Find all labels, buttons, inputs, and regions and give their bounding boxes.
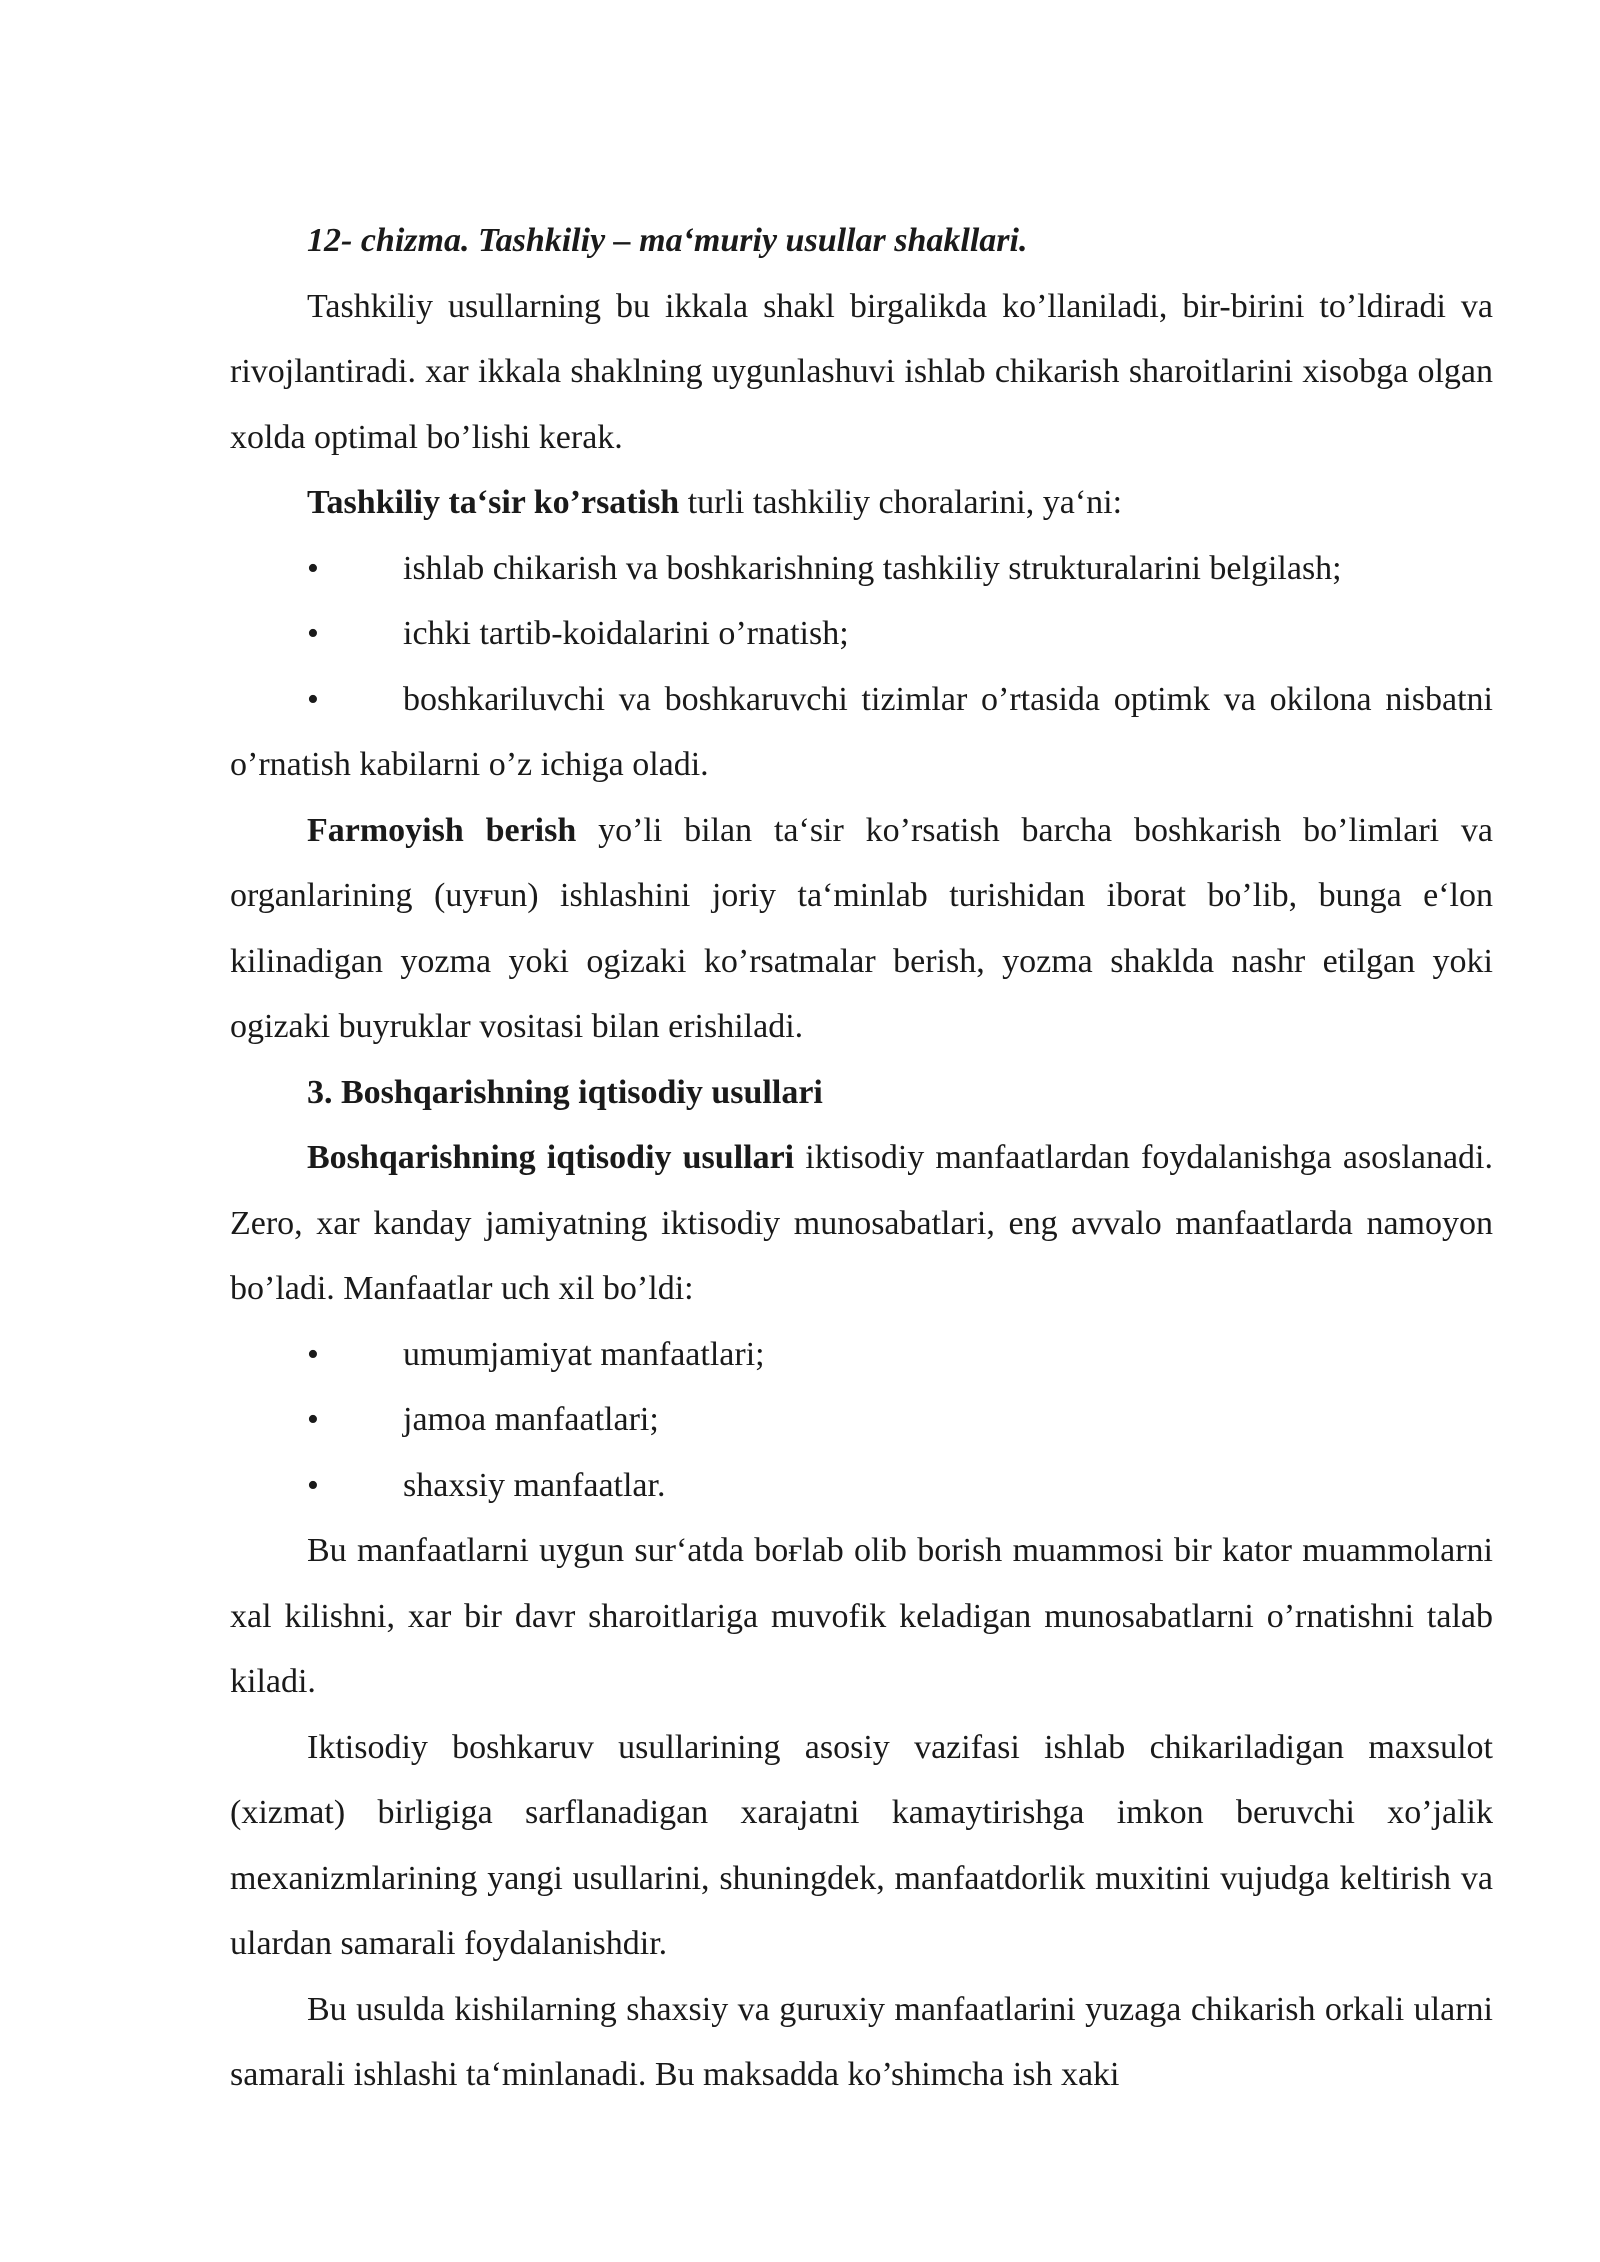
bullet-icon: • [307, 615, 319, 652]
paragraph [230, 470, 1493, 536]
list-item [230, 601, 1493, 667]
paragraph: Iktisodiy boshkaruv usullarining asosiy vazifasi ishlab chikariladigan maxsulot (xizmat) birligiga sarflanadigan xarajatni kamaytirishga imkon beruvchi xo’jalik mexanizmlarining yangi usullarini, shuningdek, manfaatdorlik muxitini vujudga keltirish va ulardan samarali foydalanishdir. [230, 1728, 1493, 1962]
list-item-text: jamoa manfaatlari; [403, 1401, 659, 1438]
list-item-text: shaxsiy manfaatlar. [403, 1466, 666, 1504]
list-item [230, 1453, 1493, 1519]
paragraph [230, 1125, 1493, 1322]
bullet-icon: • [307, 1335, 319, 1373]
paragraph-text: turli tashkiliy choralarini, ya‘ni: [679, 484, 1123, 521]
paragraph-text: yo’li bilan ta‘sir ko’rsatish barcha boshkarish bo’limlari va organlarining (uyғun) ishlashini joriy ta‘minlab turishidan iborat bo’lib, bunga e‘lon kilinadigan yozma yoki ogizaki ko’rsatmalar berish, yozma shaklda nashr etilgan yoki ogizaki buyruklar vositasi bilan erishiladi. [230, 811, 1494, 1045]
bold-term: Tashkiliy ta‘sir ko’rsatish [307, 484, 680, 521]
bullet-icon: • [307, 680, 319, 718]
list-item-text: boshkariluvchi va boshkaruvchi tizimlar o’rtasida optimk va okilona nisbatni o’rnatish kabilarni o’z ichiga oladi. [230, 680, 1493, 783]
list-item [230, 1322, 1493, 1388]
paragraph [230, 798, 1493, 1060]
bullet-icon: • [307, 549, 319, 587]
bullet-icon: • [307, 1401, 319, 1438]
list-item-text: ishlab chikarish va boshkarishning tashkiliy strukturalarini belgilash; [403, 549, 1342, 587]
section-heading: 3. Boshqarishning iqtisodiy usullari [307, 1073, 823, 1111]
paragraph: Tashkiliy usullarning bu ikkala shakl birgalikda ko’llaniladi, bir-birini to’ldiradi va rivojlantiradi. xar ikkala shaklning uygunlashuvi ishlab chikarish sharoitlarini xisobga olgan xolda optimal bo’lishi kerak. [230, 287, 1493, 456]
document-page [230, 208, 1493, 2108]
paragraph-text: iktisodiy manfaatlardan foydalanishga asoslanadi. Zero, xar kanday jamiyatning iktisodiy munosabatlari, eng avvalo manfaatlarda namoyon bo’ladi. Manfaatlar uch xil bo’ldi: [230, 1139, 1493, 1307]
paragraph: Bu manfaatlarni uygun sur‘atda boғlab olib borish muammosi bir kator muammolarni xal kilishni, xar bir davr sharoitlariga muvofik keladigan munosabatlarni o’rnatishni talab kiladi. [230, 1532, 1493, 1700]
list-item [230, 536, 1493, 602]
list-item-text: ichki tartib-koidalarini o’rnatish; [403, 615, 849, 652]
bold-term: Boshqarishning iqtisodiy usullari [307, 1139, 795, 1176]
list-item [230, 1387, 1493, 1453]
bold-term: Farmoyish berish [307, 811, 577, 849]
figure-caption: 12- chizma. Tashkiliy – ma‘muriy usullar shakllari. [307, 222, 1028, 259]
paragraph: Bu usulda kishilarning shaxsiy va guruxiy manfaatlarini yuzaga chikarish orkali ularni samarali ishlashi ta‘minlanadi. Bu maksadda ko’shimcha ish xaki [230, 1990, 1493, 2093]
list-item [230, 667, 1493, 798]
bullet-icon: • [307, 1466, 319, 1504]
list-item-text: umumjamiyat manfaatlari; [403, 1335, 765, 1373]
